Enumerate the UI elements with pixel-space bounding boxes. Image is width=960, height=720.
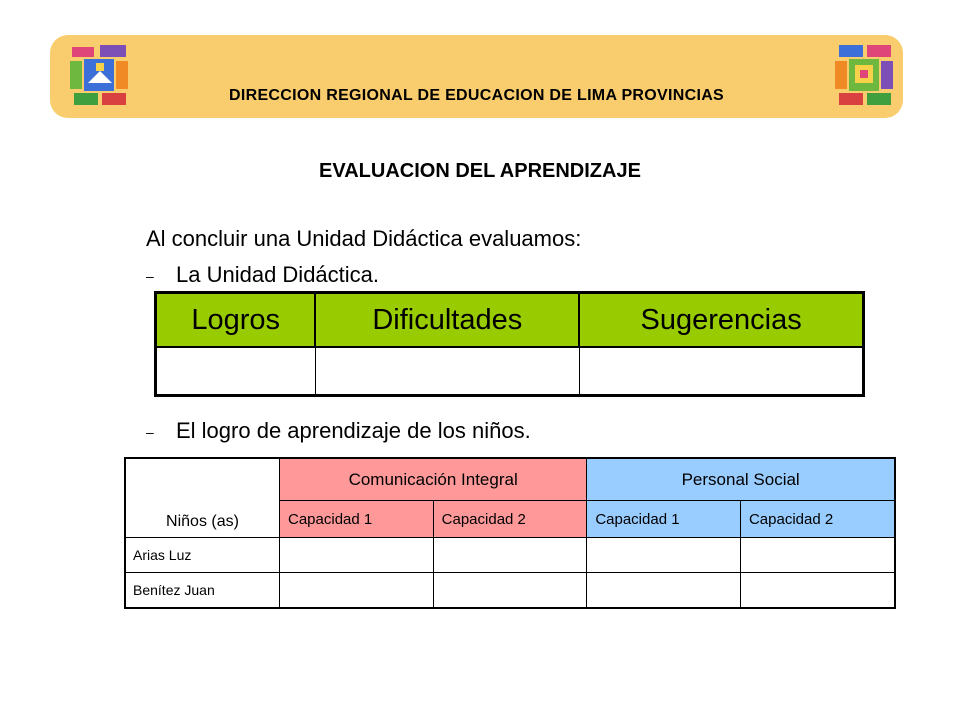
group-personal-social: Personal Social bbox=[587, 458, 895, 501]
cell-sugerencias bbox=[579, 347, 863, 396]
table-row bbox=[125, 538, 895, 573]
bullet-dash: – bbox=[146, 424, 154, 441]
bullet-text: La Unidad Didáctica. bbox=[176, 262, 380, 287]
page-heading: EVALUACION DEL APRENDIZAJE bbox=[319, 160, 641, 182]
header-dificultades: Dificultades bbox=[315, 293, 579, 348]
banner-title: DIRECCION REGIONAL DE EDUCACION DE LIMA PROVINCIAS bbox=[228, 87, 725, 104]
group-comunicacion: Comunicación Integral bbox=[280, 458, 587, 501]
score-cell bbox=[280, 538, 434, 573]
intro-text: Al concluir una Unidad Didáctica evaluamos: bbox=[146, 226, 582, 251]
score-cell bbox=[433, 538, 587, 573]
table-row bbox=[125, 573, 895, 609]
student-achievement-table bbox=[124, 457, 896, 609]
student-name: Benítez Juan bbox=[125, 573, 280, 609]
capacity-header: Capacidad 2 bbox=[740, 501, 895, 538]
score-cell bbox=[280, 573, 434, 609]
score-cell bbox=[740, 573, 895, 609]
score-cell bbox=[740, 538, 895, 573]
capacity-header: Capacidad 2 bbox=[433, 501, 587, 538]
bullet-dash: – bbox=[146, 268, 154, 285]
capacity-header: Capacidad 1 bbox=[587, 501, 741, 538]
cell-logros bbox=[156, 347, 316, 396]
bullet-logro bbox=[146, 418, 531, 444]
capacity-header: Capacidad 1 bbox=[280, 501, 434, 538]
student-name: Arias Luz bbox=[125, 538, 280, 573]
score-cell bbox=[587, 573, 741, 609]
header-ninos: Niños (as) bbox=[125, 458, 280, 538]
header-logros: Logros bbox=[156, 293, 316, 348]
bullet-text: El logro de aprendizaje de los niños. bbox=[176, 418, 531, 443]
header-banner bbox=[50, 35, 903, 118]
score-cell bbox=[433, 573, 587, 609]
cell-dificultades bbox=[315, 347, 579, 396]
unit-evaluation-table bbox=[154, 291, 865, 397]
score-cell bbox=[587, 538, 741, 573]
header-sugerencias: Sugerencias bbox=[579, 293, 863, 348]
bullet-unidad bbox=[146, 262, 379, 288]
